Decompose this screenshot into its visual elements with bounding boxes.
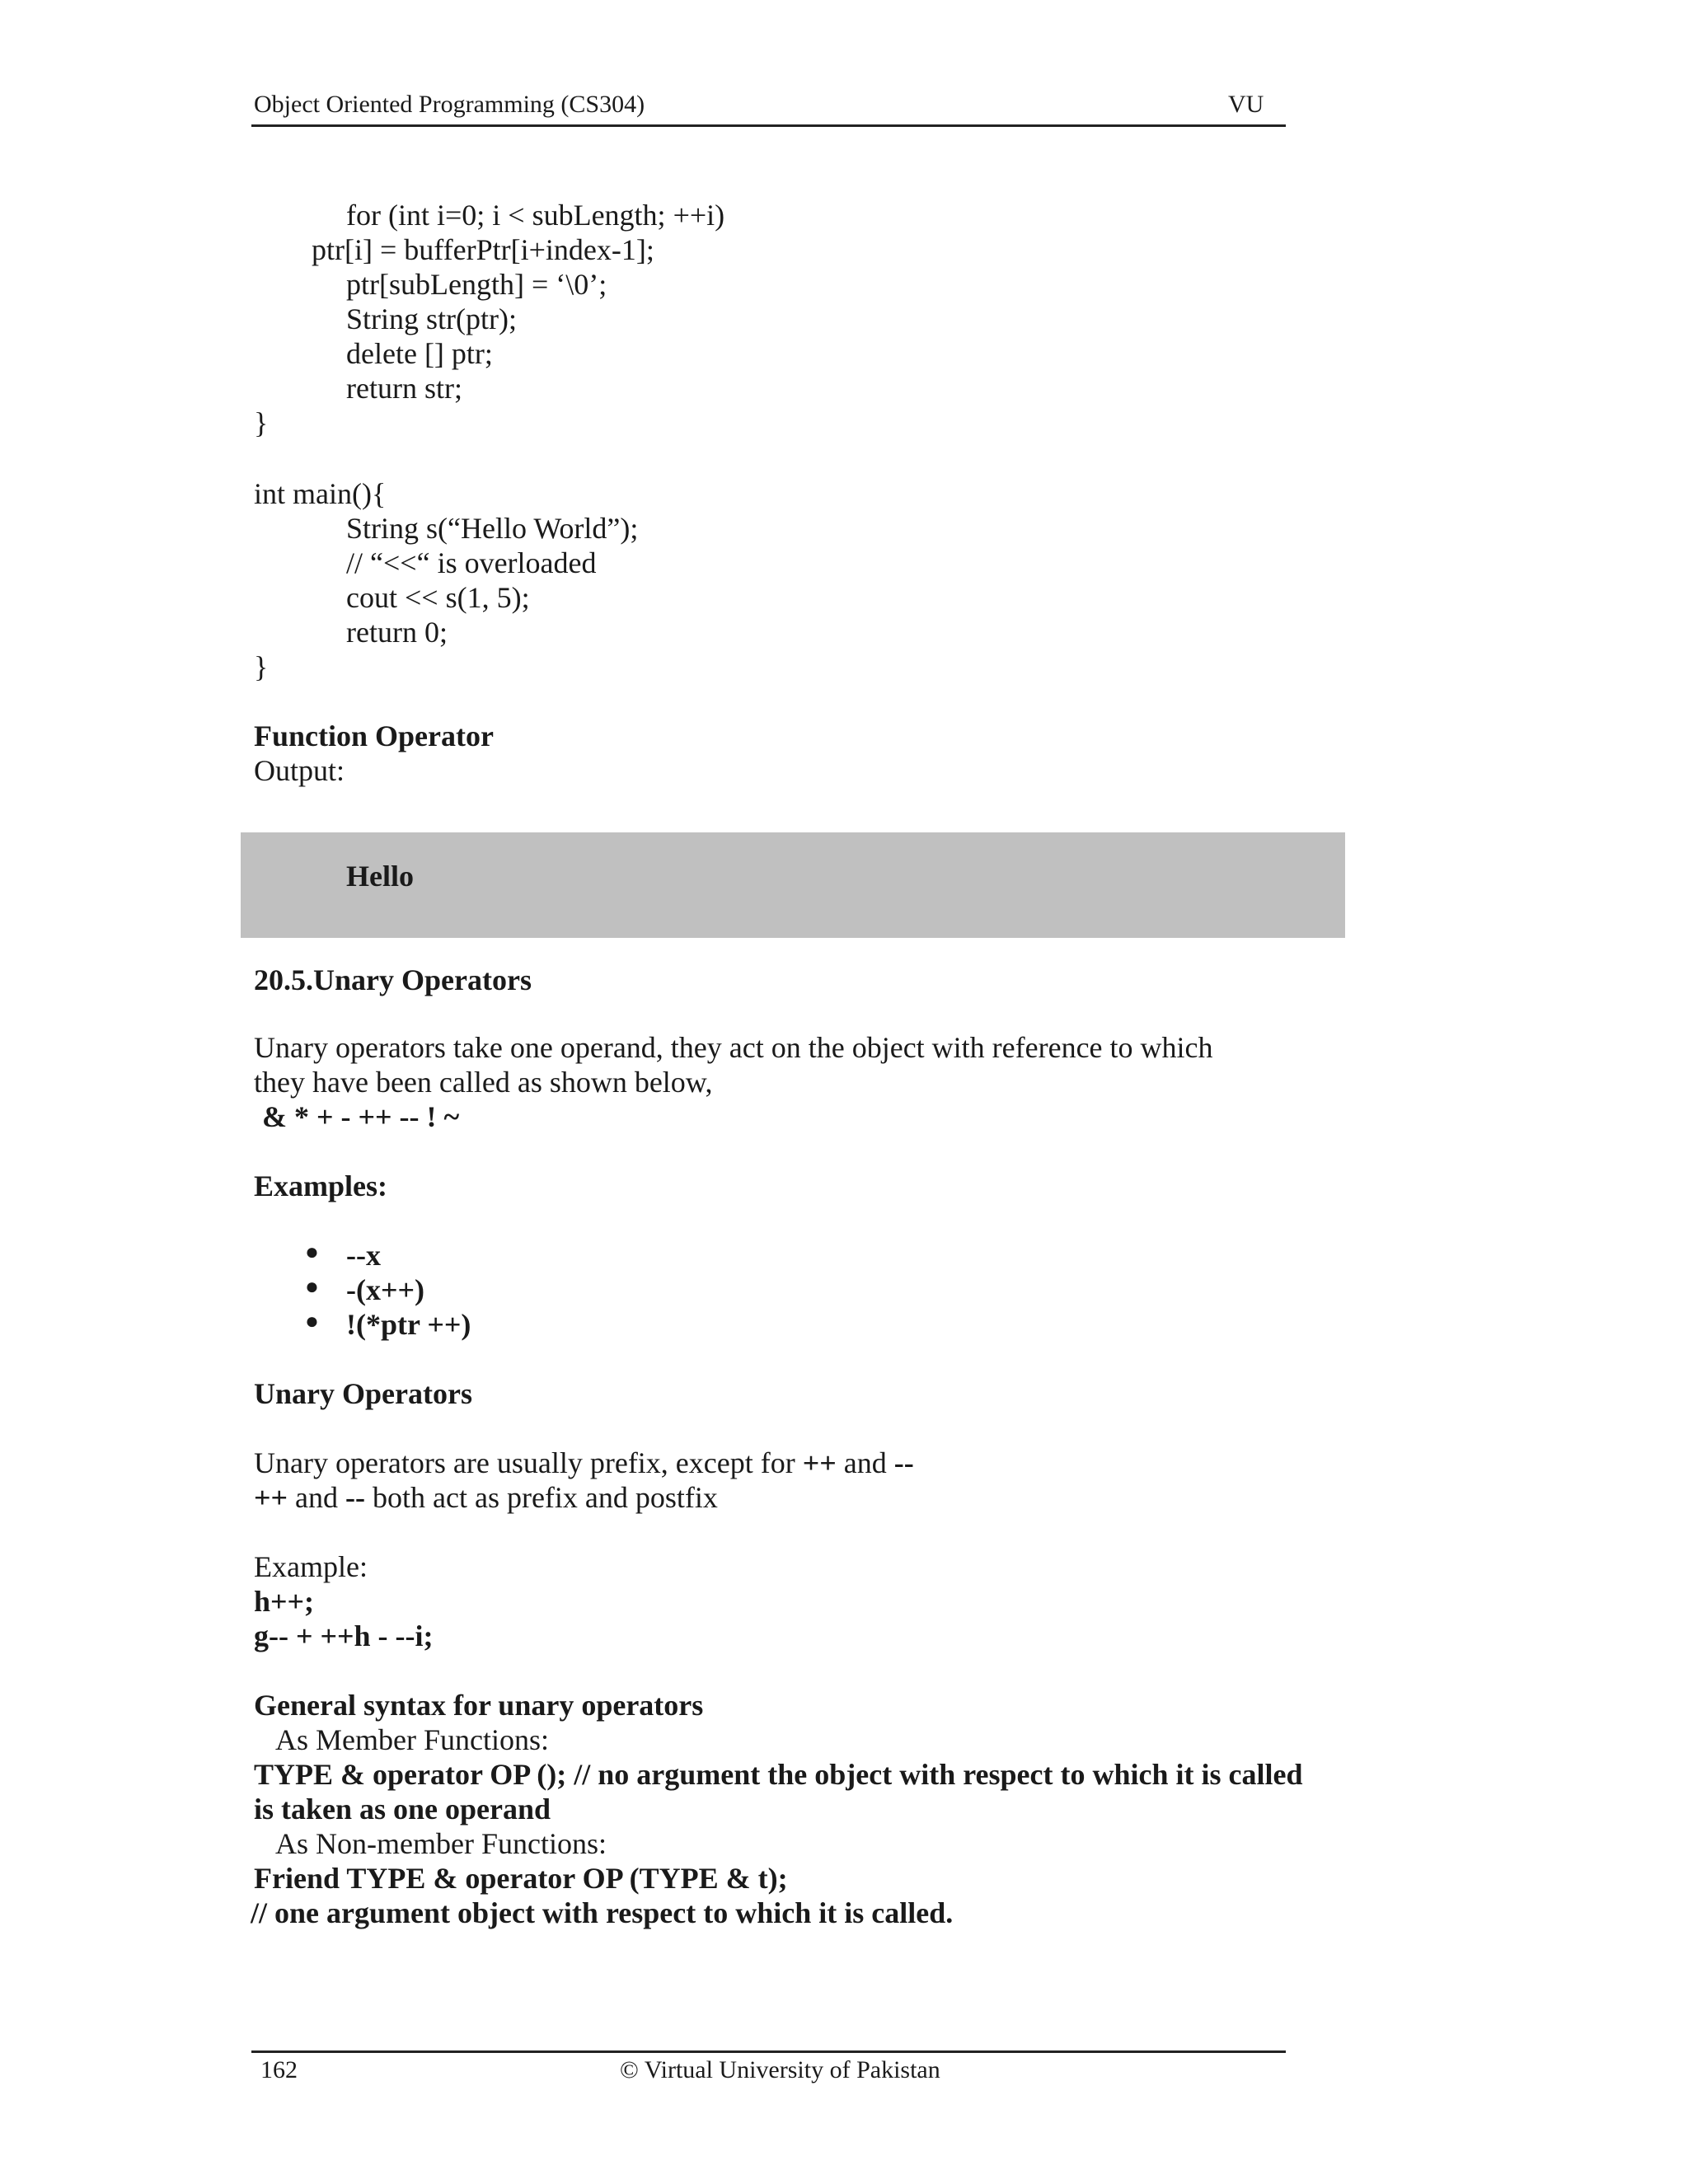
nonmember-label: As Non-member Functions: [275,1827,607,1860]
code-line: delete [] ptr; [346,337,493,370]
example-label: Example: [254,1550,368,1583]
nonmember-syntax: // one argument object with respect to which it is called. [251,1896,954,1929]
code-line: int main(){ [254,477,387,510]
syntax-heading: General syntax for unary operators [254,1689,704,1722]
bullet-icon: ● [305,1274,319,1300]
code-line: for (int i=0; i < subLength; ++i) [346,199,725,232]
prefix-text: both act as prefix and postfix [365,1481,718,1514]
header-rule [251,124,1286,127]
footer-rule [251,2050,1286,2053]
intro-line: Unary operators take one operand, they act on the object with reference to which [254,1031,1213,1064]
prefix-text: Unary operators are usually prefix, except for [254,1446,803,1479]
code-line: } [254,650,269,683]
example-code: h++; [254,1585,315,1618]
examples-heading: Examples: [254,1169,387,1202]
prefix-operator: -- [345,1481,365,1514]
example-item: !(*ptr ++) [346,1308,471,1341]
output-label: Output: [254,754,345,787]
subheading: Unary Operators [254,1377,472,1410]
prefix-line-1 [254,1446,914,1480]
prefix-line-2 [254,1480,718,1515]
function-operator-heading: Function Operator [254,719,494,752]
code-line: String str(ptr); [346,302,517,335]
prefix-text: and [288,1481,346,1514]
page-number: 162 [260,2056,298,2083]
code-line: } [254,406,269,439]
member-syntax: TYPE & operator OP (); // no argument the object with respect to which it is called [254,1758,1303,1791]
bullet-icon: ● [305,1240,319,1265]
section-heading: 20.5.Unary Operators [254,963,532,996]
operator-list: & * + - ++ -- ! ~ [262,1100,460,1133]
code-line: return 0; [346,616,448,649]
prefix-operator: ++ [254,1481,288,1514]
example-item: -(x++) [346,1273,424,1306]
prefix-text: and [836,1446,894,1479]
prefix-operator: -- [893,1446,914,1479]
code-line: String s(“Hello World”); [346,512,639,545]
code-line: // “<<“ is overloaded [346,546,597,579]
code-line: return str; [346,372,462,405]
example-code: g-- + ++h - --i; [254,1619,434,1652]
bullet-icon: ● [305,1309,319,1334]
code-line: ptr[i] = bufferPtr[i+index-1]; [312,233,654,266]
header-course-title: Object Oriented Programming (CS304) [254,91,645,118]
example-item: --x [346,1239,381,1272]
member-label: As Member Functions: [275,1723,549,1756]
output-value: Hello [346,860,414,893]
code-line: ptr[subLength] = ‘\0’; [346,268,607,301]
code-line: cout << s(1, 5); [346,581,530,614]
intro-line: they have been called as shown below, [254,1066,713,1099]
prefix-operator: ++ [802,1446,837,1479]
nonmember-syntax: Friend TYPE & operator OP (TYPE & t); [254,1862,788,1895]
copyright: © Virtual University of Pakistan [620,2056,940,2083]
member-syntax: is taken as one operand [254,1793,551,1825]
header-institute: VU [1228,91,1264,118]
